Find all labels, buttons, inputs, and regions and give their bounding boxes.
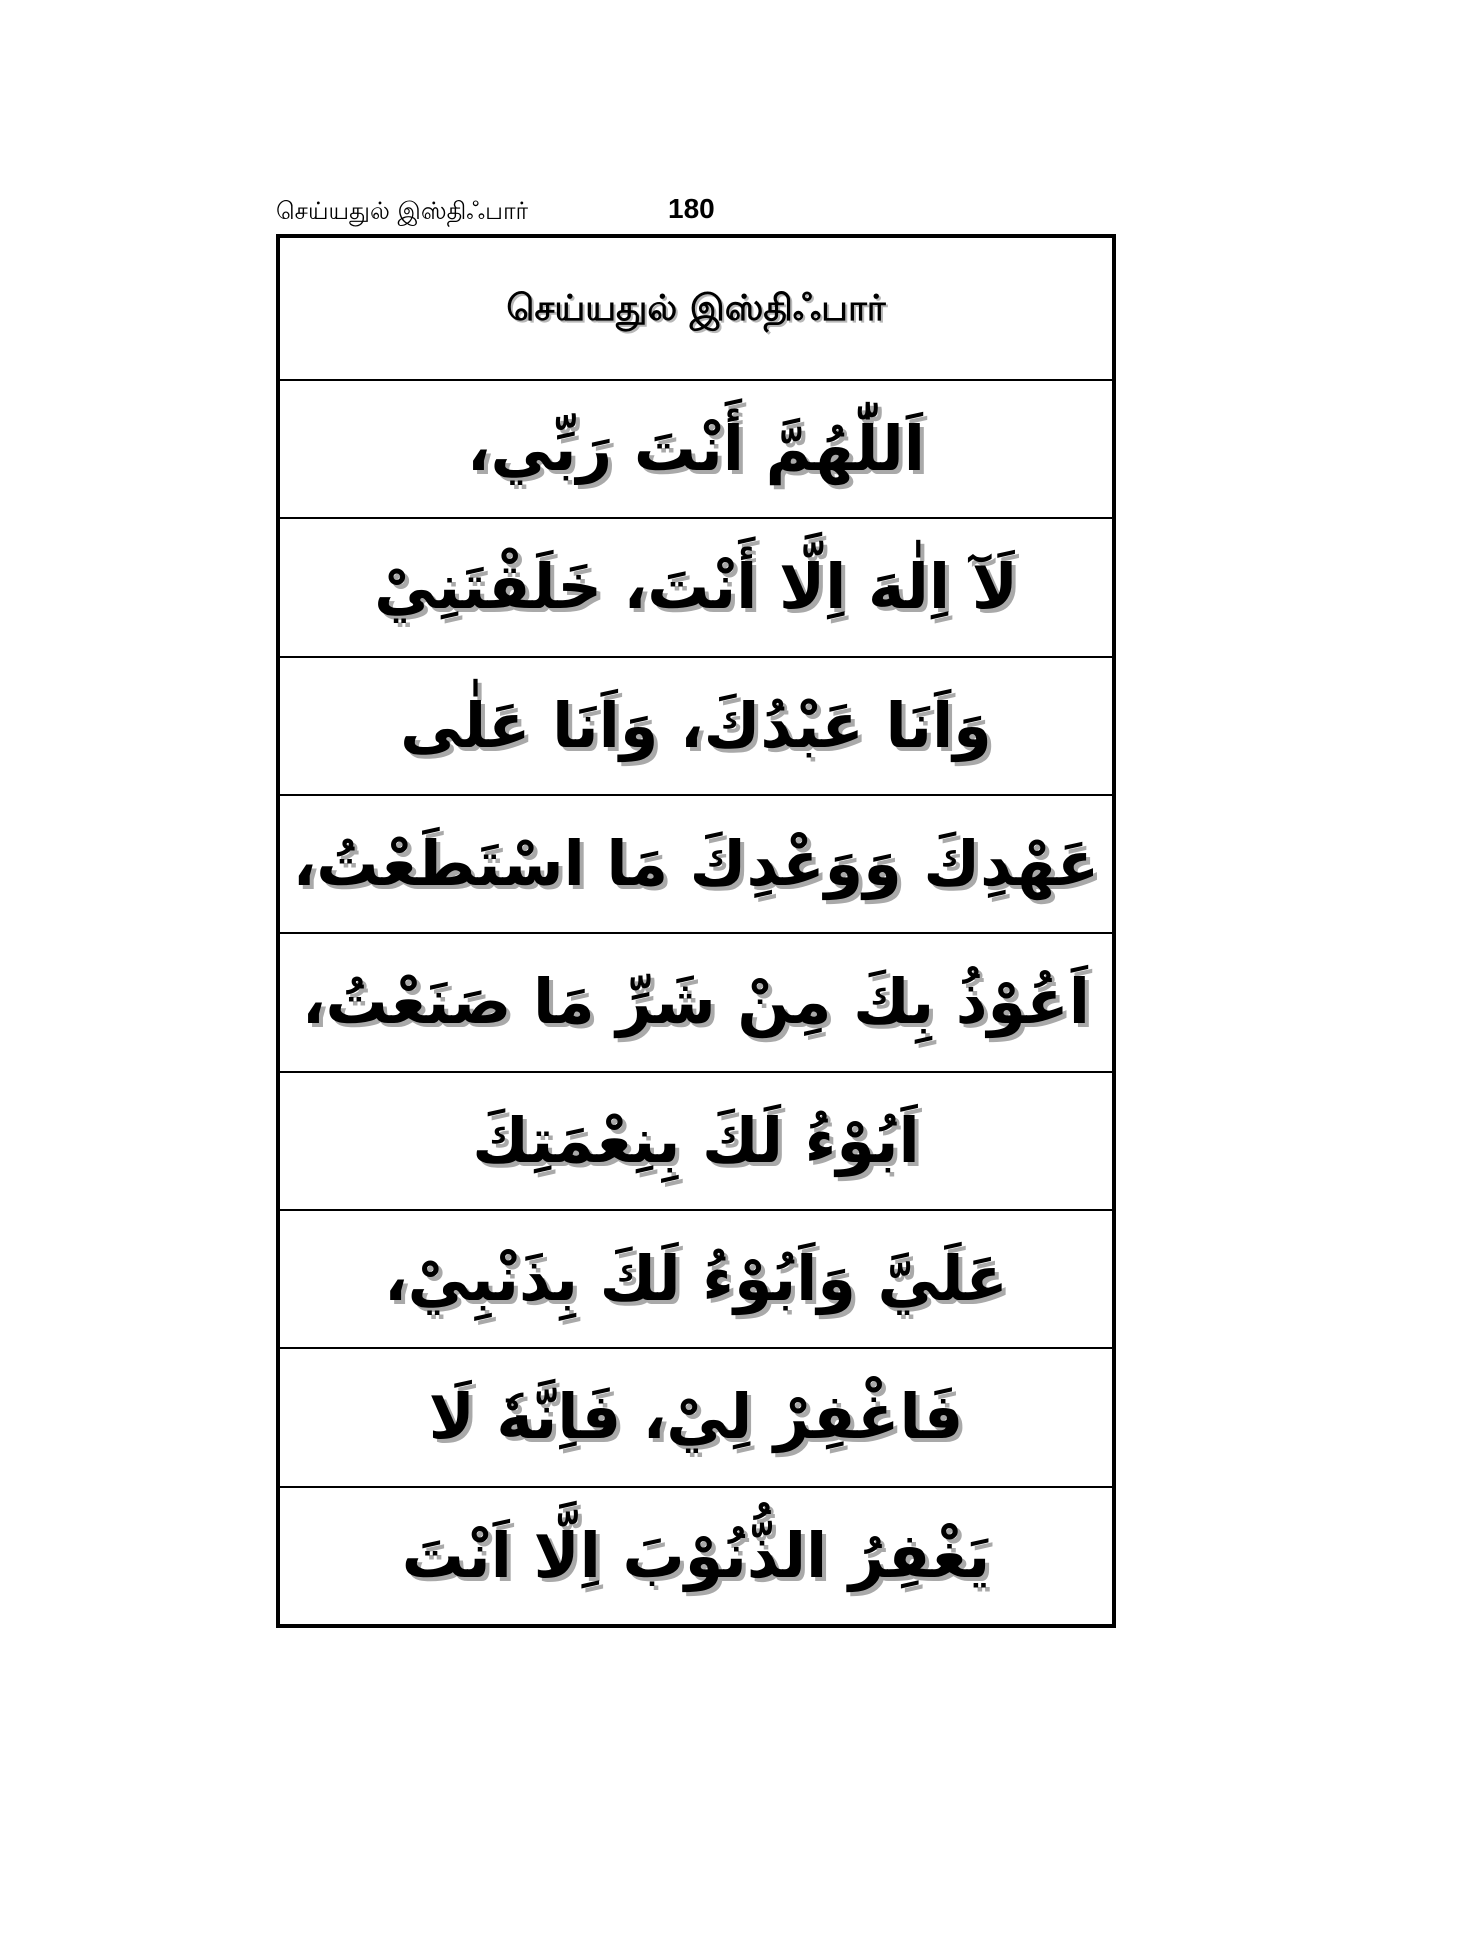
verse-row [280, 934, 1112, 1072]
verse-row [280, 381, 1112, 519]
table-title: செய்யதுல் இஸ்திஃபார் [506, 287, 886, 329]
verse-row [280, 1488, 1112, 1624]
arabic-verse-line: يَغْفِرُ الذُّنُوْبَ اِلَّا اَنْتَ [401, 1518, 991, 1592]
dua-table [276, 234, 1116, 1628]
arabic-verse-line: اَبُوْءُ لَكَ بِنِعْمَتِكَ [472, 1103, 920, 1177]
running-title: செய்யதுல் இஸ்திஃபார் [276, 197, 529, 225]
page-number: 180 [668, 193, 715, 224]
arabic-verse-line: فَاغْفِرْ لِيْ، فَاِنَّهٗ لَا [428, 1380, 964, 1454]
arabic-verse-line: اَللّٰهُمَّ أَنْتَ رَبِّي، [467, 412, 925, 486]
arabic-verse-line: لَآ اِلٰهَ اِلَّا أَنْتَ، خَلَقْتَنِيْ [374, 550, 1018, 624]
table-title-row [280, 238, 1112, 381]
verse-row [280, 519, 1112, 657]
verse-row [280, 1211, 1112, 1349]
verse-row [280, 658, 1112, 796]
verse-row [280, 1073, 1112, 1211]
arabic-verse-line: اَعُوْذُ بِكَ مِنْ شَرِّ مَا صَنَعْتُ، [301, 965, 1091, 1039]
verse-row [280, 796, 1112, 934]
verse-row [280, 1349, 1112, 1487]
arabic-verse-line: وَاَنَا عَبْدُكَ، وَاَنَا عَلٰى [400, 688, 992, 762]
arabic-verse-line: عَلَيَّ وَاَبُوْءُ لَكَ بِذَنْبِيْ، [384, 1242, 1008, 1316]
arabic-verse-line: عَهْدِكَ وَوَعْدِكَ مَا اسْتَطَعْتُ، [292, 827, 1100, 901]
